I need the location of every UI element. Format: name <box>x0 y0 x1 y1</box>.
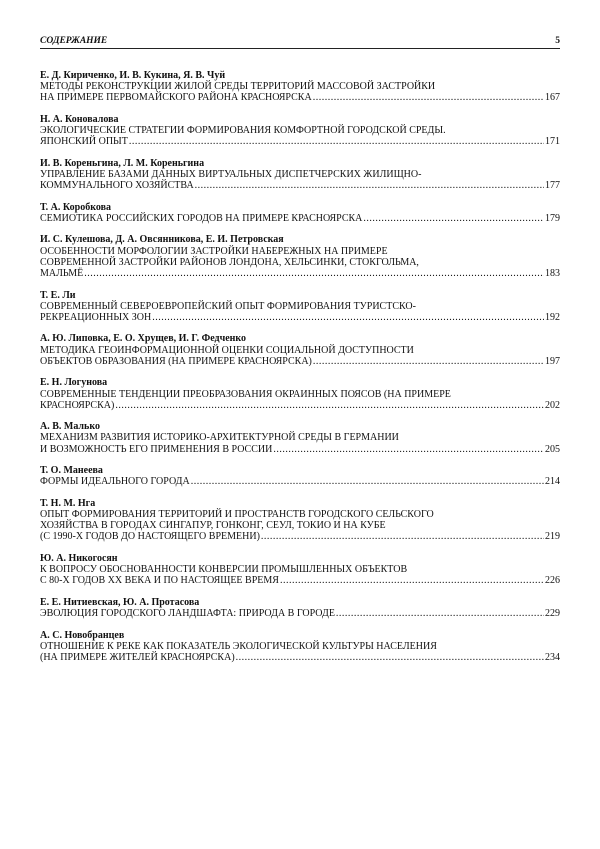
entry-page-number: 226 <box>545 575 560 587</box>
entry-page-number: 219 <box>545 531 560 543</box>
running-header <box>40 36 560 49</box>
entry-title-line: СОВРЕМЕННЫЙ СЕВЕРОЕВРОПЕЙСКИЙ ОПЫТ ФОРМИРОВАНИЯ ТУРИСТСКО- <box>40 300 416 312</box>
entry-title-line <box>40 268 560 279</box>
entry-title-text: КОММУНАЛЬНОГО ХОЗЯЙСТВА <box>40 180 194 192</box>
entry-title-line: СОВРЕМЕННЫЕ ТЕНДЕНЦИИ ПРЕОБРАЗОВАНИЯ ОКРАИННЫХ ПОЯСОВ (НА ПРИМЕРЕ <box>40 388 451 400</box>
toc-entry <box>40 70 560 104</box>
entry-authors: Т. А. Коробкова <box>40 201 111 213</box>
entry-title-line <box>40 575 560 586</box>
entry-title-line: ЭКОЛОГИЧЕСКИЕ СТРАТЕГИИ ФОРМИРОВАНИЯ КОМФОРТНОЙ ГОРОДСКОЙ СРЕДЫ. <box>40 125 446 137</box>
entry-title-text: МАЛЬМЁ <box>40 268 84 280</box>
entry-title-line: ОТНОШЕНИЕ К РЕКЕ КАК ПОКАЗАТЕЛЬ ЭКОЛОГИЧЕСКОЙ КУЛЬТУРЫ НАСЕЛЕНИЯ <box>40 640 437 652</box>
entry-title-text: КРАСНОЯРСКА) <box>40 399 115 411</box>
toc-entry <box>40 234 560 279</box>
entry-title-line <box>40 652 560 663</box>
entry-authors: Е. Д. Кириченко, И. В. Кукина, Я. В. Чуй <box>40 70 226 81</box>
entry-title-text: НА ПРИМЕРЕ ПЕРВОМАЙСКОГО РАЙОНА КРАСНОЯРСКА <box>40 92 312 104</box>
entry-title-text: СЕМИОТИКА РОССИЙСКИХ ГОРОДОВ НА ПРИМЕРЕ КРАСНОЯРСКА <box>40 212 363 224</box>
dot-leader <box>115 400 544 411</box>
dot-leader <box>273 444 544 455</box>
entry-authors: Т. Е. Ли <box>40 289 76 301</box>
entry-page-number: 202 <box>545 399 560 411</box>
entry-title-text: РЕКРЕАЦИОННЫХ ЗОН <box>40 311 152 323</box>
entry-title-line <box>40 400 560 411</box>
dot-leader <box>336 608 544 619</box>
toc-entry <box>40 377 560 411</box>
toc-entry <box>40 202 560 224</box>
entry-title-text: ФОРМЫ ИДЕАЛЬНОГО ГОРОДА <box>40 476 190 488</box>
dot-leader <box>191 476 544 487</box>
toc-entry <box>40 290 560 324</box>
entry-authors: Н. А. Коновалова <box>40 113 119 125</box>
entry-page-number: 177 <box>545 180 560 192</box>
dot-leader <box>313 356 544 367</box>
section-title: СОДЕРЖАНИЕ <box>40 36 108 46</box>
entry-authors: Е. Н. Логунова <box>40 377 108 389</box>
entry-title-text: ЯПОНСКИЙ ОПЫТ <box>40 136 128 148</box>
entry-title-text: ОБЪЕКТОВ ОБРАЗОВАНИЯ (НА ПРИМЕРЕ КРАСНОЯРСКА) <box>40 355 312 367</box>
entry-page-number: 234 <box>545 651 560 663</box>
entry-title-line: К ВОПРОСУ ОБОСНОВАННОСТИ КОНВЕРСИИ ПРОМЫШЛЕННЫХ ОБЪЕКТОВ <box>40 564 408 576</box>
dot-leader <box>363 213 544 224</box>
entry-page-number: 179 <box>545 212 560 224</box>
entry-title-line: УПРАВЛЕНИЕ БАЗАМИ ДАННЫХ ВИРТУАЛЬНЫХ ДИСПЕТЧЕРСКИХ ЖИЛИЩНО- <box>40 169 422 181</box>
entry-title-text: И ВОЗМОЖНОСТЬ ЕГО ПРИМЕНЕНИЯ В РОССИИ <box>40 443 273 455</box>
entry-page-number: 205 <box>545 443 560 455</box>
entry-title-line <box>40 180 560 191</box>
entry-title-line <box>40 136 560 147</box>
toc-entry <box>40 333 560 367</box>
entry-authors: Т. О. Манеева <box>40 465 103 477</box>
toc-list <box>40 70 560 673</box>
entry-title-line <box>40 92 560 103</box>
entry-page-number: 183 <box>545 268 560 280</box>
dot-leader <box>84 268 544 279</box>
entry-authors: А. В. Малько <box>40 421 100 433</box>
entry-title-line <box>40 213 560 224</box>
entry-authors: Т. Н. М. Нга <box>40 497 96 509</box>
entry-title-line: МЕХАНИЗМ РАЗВИТИЯ ИСТОРИКО-АРХИТЕКТУРНОЙ СРЕДЫ В ГЕРМАНИИ <box>40 432 399 444</box>
entry-title-line: ОПЫТ ФОРМИРОВАНИЯ ТЕРРИТОРИЙ И ПРОСТРАНСТВ ГОРОДСКОГО СЕЛЬСКОГО <box>40 509 434 521</box>
entry-title-line <box>40 531 560 542</box>
entry-title-line: ОСОБЕННОСТИ МОРФОЛОГИИ ЗАСТРОЙКИ НАБЕРЕЖНЫХ НА ПРИМЕРЕ <box>40 245 388 257</box>
entry-title-line: МЕТОДИКА ГЕОИНФОРМАЦИОННОЙ ОЦЕНКИ СОЦИАЛЬНОЙ ДОСТУПНОСТИ <box>40 344 414 356</box>
entry-authors: Ю. А. Никогосян <box>40 552 118 564</box>
page-number: 5 <box>555 36 560 46</box>
toc-entry <box>40 465 560 487</box>
entry-page-number: 229 <box>545 608 560 620</box>
dot-leader <box>261 531 544 542</box>
entry-title-line: СОВРЕМЕННОЙ ЗАСТРОЙКИ РАЙОНОВ ЛОНДОНА, ХЕЛЬСИНКИ, СТОКГОЛЬМА, <box>40 256 419 268</box>
toc-entry <box>40 158 560 192</box>
dot-leader <box>280 575 544 586</box>
entry-authors: Е. Е. Нитиевская, Ю. А. Протасова <box>40 596 200 608</box>
dot-leader <box>152 312 544 323</box>
toc-entry <box>40 553 560 587</box>
entry-page-number: 171 <box>545 136 560 148</box>
dot-leader <box>236 652 544 663</box>
entry-title-text: ЭВОЛЮЦИЯ ГОРОДСКОГО ЛАНДШАФТА: ПРИРОДА В ГОРОДЕ <box>40 608 335 620</box>
entry-authors: И. В. Кореньгина, Л. М. Кореньгина <box>40 157 205 169</box>
entry-authors: И. С. Кулешова, Д. А. Овсянникова, Е. И. Петровская <box>40 234 284 246</box>
entry-title-line: МЕТОДЫ РЕКОНСТРУКЦИИ ЖИЛОЙ СРЕДЫ ТЕРРИТОРИЙ МАССОВОЙ ЗАСТРОЙКИ <box>40 81 436 93</box>
entry-page-number: 197 <box>545 355 560 367</box>
toc-entry <box>40 498 560 543</box>
toc-entry <box>40 114 560 148</box>
entry-title-text: (С 1990-Х ГОДОВ ДО НАСТОЯЩЕГО ВРЕМЕНИ) <box>40 531 260 543</box>
dot-leader <box>195 180 544 191</box>
toc-entry <box>40 630 560 664</box>
entry-page-number: 214 <box>545 476 560 488</box>
entry-page-number: 192 <box>545 311 560 323</box>
entry-title-text: (НА ПРИМЕРЕ ЖИТЕЛЕЙ КРАСНОЯРСКА) <box>40 651 235 663</box>
dot-leader <box>313 92 544 103</box>
toc-entry <box>40 421 560 455</box>
entry-title-line <box>40 356 560 367</box>
entry-title-text: С 80-Х ГОДОВ XX ВЕКА И ПО НАСТОЯЩЕЕ ВРЕМЯ <box>40 575 279 587</box>
entry-title-line <box>40 476 560 487</box>
entry-title-line <box>40 444 560 455</box>
entry-title-line <box>40 608 560 619</box>
entry-authors: А. Ю. Липовка, Е. О. Хрущев, И. Г. Федченко <box>40 333 247 345</box>
entry-title-line <box>40 312 560 323</box>
dot-leader <box>129 136 544 147</box>
entry-page-number: 167 <box>545 92 560 104</box>
toc-entry <box>40 597 560 619</box>
entry-authors: А. С. Новобранцев <box>40 629 125 641</box>
entry-title-line: ХОЗЯЙСТВА В ГОРОДАХ СИНГАПУР, ГОНКОНГ, СЕУЛ, ТОКИО И НА КУБЕ <box>40 520 386 532</box>
